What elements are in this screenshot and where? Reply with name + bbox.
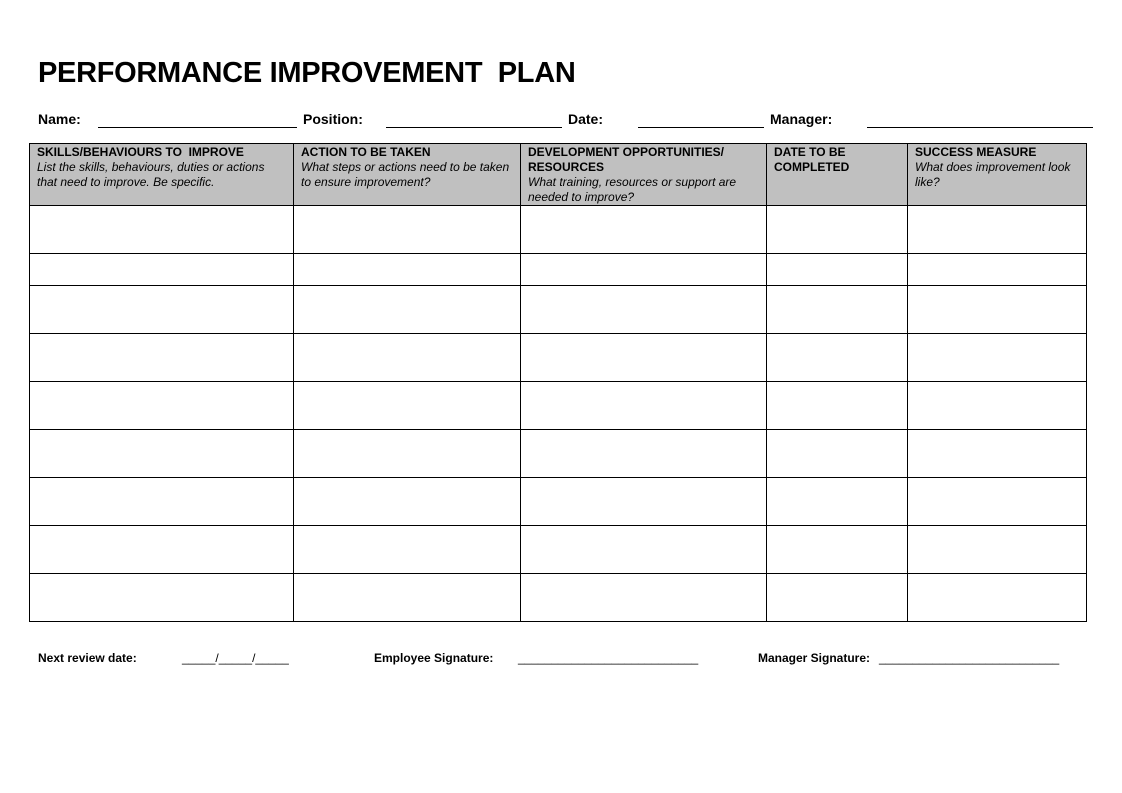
header-action-description: What steps or actions need to be taken to ensure improvement? — [301, 160, 510, 189]
development-cell[interactable] — [521, 382, 767, 430]
date-cell[interactable] — [767, 382, 908, 430]
header-success-description: What does improvement look like? — [915, 160, 1071, 189]
date-cell[interactable] — [767, 206, 908, 254]
success-cell[interactable] — [908, 254, 1087, 286]
date-cell[interactable] — [767, 574, 908, 622]
next-review-label: Next review date: — [38, 651, 137, 665]
success-cell[interactable] — [908, 526, 1087, 574]
table-row — [30, 574, 1087, 622]
table-body — [30, 206, 1087, 622]
table-row — [30, 382, 1087, 430]
action-cell[interactable] — [294, 254, 521, 286]
success-cell[interactable] — [908, 478, 1087, 526]
action-cell[interactable] — [294, 334, 521, 382]
success-cell[interactable] — [908, 286, 1087, 334]
date-cell[interactable] — [767, 478, 908, 526]
skills-cell[interactable] — [30, 526, 294, 574]
development-cell[interactable] — [521, 430, 767, 478]
manager-label: Manager: — [770, 111, 833, 127]
date-label: Date: — [568, 111, 604, 127]
skills-cell[interactable] — [30, 334, 294, 382]
page-title: PERFORMANCE IMPROVEMENT PLAN — [38, 57, 576, 89]
table-row — [30, 334, 1087, 382]
skills-cell[interactable] — [30, 574, 294, 622]
action-cell[interactable] — [294, 382, 521, 430]
table-row — [30, 526, 1087, 574]
name-label: Name: — [38, 111, 81, 127]
success-cell[interactable] — [908, 430, 1087, 478]
header-action — [294, 144, 521, 206]
table-row — [30, 430, 1087, 478]
skills-cell[interactable] — [30, 382, 294, 430]
success-cell[interactable] — [908, 334, 1087, 382]
development-cell[interactable] — [521, 206, 767, 254]
next-review-date-field[interactable]: _____/_____/_____ — [182, 651, 289, 665]
header-success — [908, 144, 1087, 206]
table-row — [30, 478, 1087, 526]
header-date — [767, 144, 908, 206]
name-field[interactable] — [98, 127, 297, 128]
skills-cell[interactable] — [30, 254, 294, 286]
action-cell[interactable] — [294, 286, 521, 334]
development-cell[interactable] — [521, 254, 767, 286]
development-cell[interactable] — [521, 286, 767, 334]
date-cell[interactable] — [767, 334, 908, 382]
improvement-plan-table — [29, 143, 1087, 622]
date-field[interactable] — [638, 127, 764, 128]
header-date-title: DATE TO BE COMPLETED — [774, 145, 850, 174]
table-row — [30, 286, 1087, 334]
date-cell[interactable] — [767, 254, 908, 286]
header-skills — [30, 144, 294, 206]
employee-signature-label: Employee Signature: — [374, 651, 494, 665]
action-cell[interactable] — [294, 206, 521, 254]
position-label: Position: — [303, 111, 363, 127]
table-header-row — [30, 144, 1087, 206]
development-cell[interactable] — [521, 334, 767, 382]
action-cell[interactable] — [294, 430, 521, 478]
manager-signature-label: Manager Signature: — [758, 651, 871, 665]
header-skills-description: List the skills, behaviours, duties or actions that need to improve. Be specific. — [37, 160, 265, 189]
header-skills-title: SKILLS/BEHAVIOURS TO IMPROVE — [37, 145, 244, 159]
success-cell[interactable] — [908, 574, 1087, 622]
skills-cell[interactable] — [30, 286, 294, 334]
employee-signature-field[interactable]: ___________________________ — [518, 651, 699, 665]
date-cell[interactable] — [767, 430, 908, 478]
table-row — [30, 206, 1087, 254]
manager-field[interactable] — [867, 127, 1093, 128]
table-row — [30, 254, 1087, 286]
action-cell[interactable] — [294, 526, 521, 574]
action-cell[interactable] — [294, 478, 521, 526]
date-cell[interactable] — [767, 526, 908, 574]
date-cell[interactable] — [767, 286, 908, 334]
header-development-title: DEVELOPMENT OPPORTUNITIES/ RESOURCES — [528, 145, 728, 174]
manager-signature-field[interactable]: ___________________________ — [879, 651, 1060, 665]
action-cell[interactable] — [294, 574, 521, 622]
development-cell[interactable] — [521, 478, 767, 526]
header-success-title: SUCCESS MEASURE — [915, 145, 1037, 159]
skills-cell[interactable] — [30, 206, 294, 254]
position-field[interactable] — [386, 127, 562, 128]
header-action-title: ACTION TO BE TAKEN — [301, 145, 431, 159]
development-cell[interactable] — [521, 526, 767, 574]
header-development-description: What training, resources or support are needed to improve? — [528, 175, 737, 204]
development-cell[interactable] — [521, 574, 767, 622]
header-development — [521, 144, 767, 206]
success-cell[interactable] — [908, 382, 1087, 430]
skills-cell[interactable] — [30, 478, 294, 526]
skills-cell[interactable] — [30, 430, 294, 478]
success-cell[interactable] — [908, 206, 1087, 254]
